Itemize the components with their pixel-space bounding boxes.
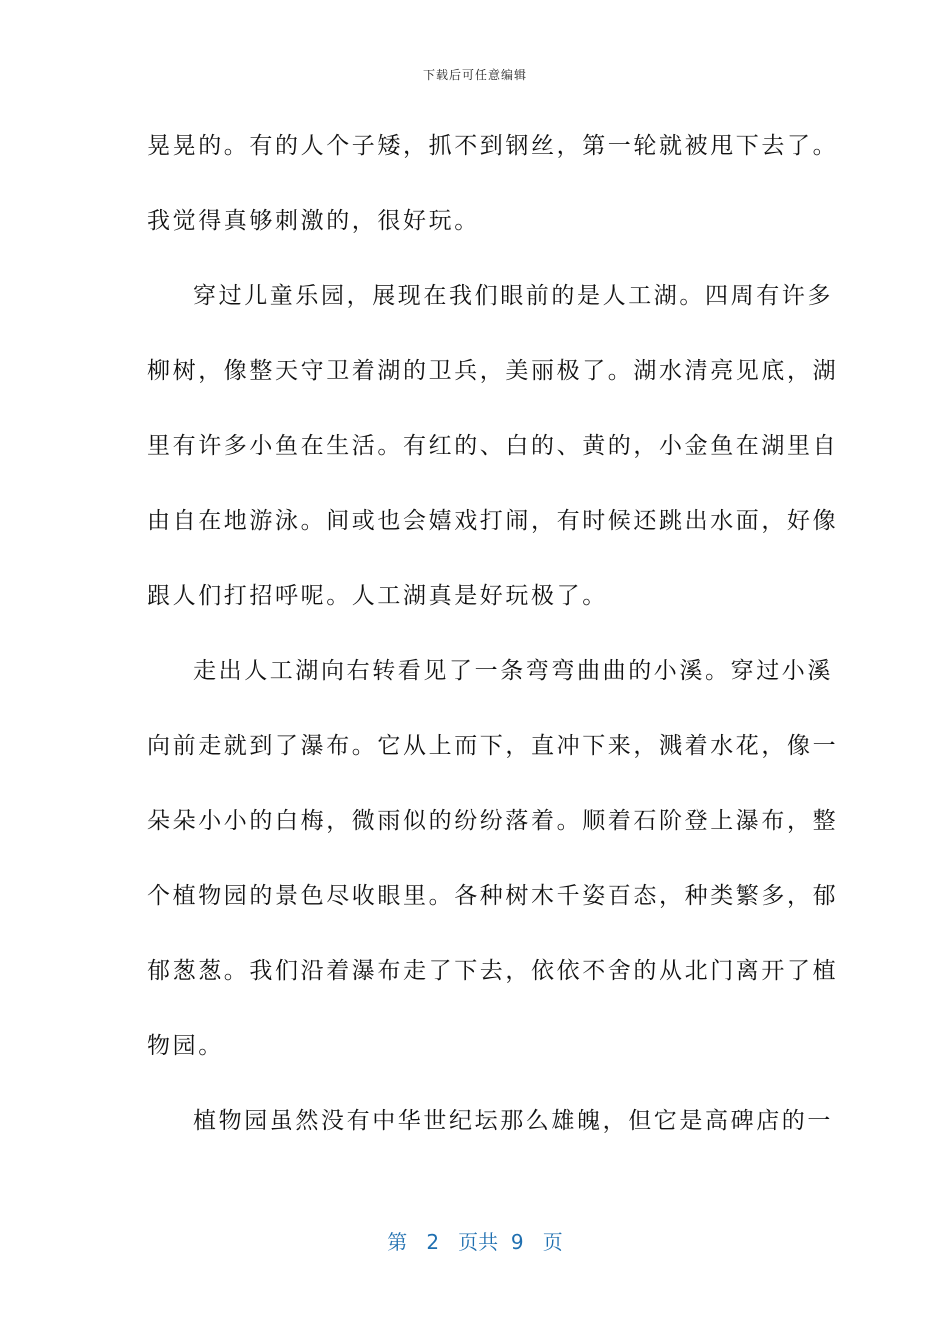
body-line: 穿过儿童乐园，展现在我们眼前的是人工湖。四周有许多 bbox=[193, 283, 833, 309]
body-line: 由自在地游泳。间或也会嬉戏打闹，有时候还跳出水面，好像 bbox=[147, 508, 839, 534]
body-line: 晃晃的。有的人个子矮，抓不到钢丝，第一轮就被甩下去了。 bbox=[147, 133, 839, 159]
footer-prefix: 第 bbox=[387, 1230, 408, 1254]
page-footer bbox=[0, 1226, 950, 1255]
footer-middle: 页共 bbox=[458, 1230, 499, 1254]
footer-total-pages: 9 bbox=[510, 1230, 524, 1254]
body-line: 里有许多小鱼在生活。有红的、白的、黄的，小金鱼在湖里自 bbox=[147, 433, 839, 459]
body-line: 我觉得真够刺激的，很好玩。 bbox=[147, 208, 480, 234]
body-line: 朵朵小小的白梅，微雨似的纷纷落着。顺着石阶登上瀑布，整 bbox=[147, 808, 839, 834]
page-header: 下载后可任意编辑 bbox=[422, 68, 527, 82]
body-line: 植物园虽然没有中华世纪坛那么雄魄，但它是高碑店的一 bbox=[193, 1108, 833, 1134]
body-line: 物园。 bbox=[147, 1033, 224, 1059]
body-line: 柳树，像整天守卫着湖的卫兵，美丽极了。湖水清亮见底，湖 bbox=[147, 358, 839, 384]
footer-suffix: 页 bbox=[542, 1230, 563, 1254]
body-line: 郁葱葱。我们沿着瀑布走了下去，依依不舍的从北门离开了植 bbox=[147, 958, 839, 984]
body-line: 走出人工湖向右转看见了一条弯弯曲曲的小溪。穿过小溪 bbox=[193, 658, 833, 684]
body-line: 跟人们打招呼呢。人工湖真是好玩极了。 bbox=[147, 583, 608, 609]
body-line: 个植物园的景色尽收眼里。各种树木千姿百态，种类繁多，郁 bbox=[147, 883, 839, 909]
body-line: 向前走就到了瀑布。它从上而下，直冲下来，溅着水花，像一 bbox=[147, 733, 839, 759]
footer-current-page: 2 bbox=[426, 1230, 440, 1254]
